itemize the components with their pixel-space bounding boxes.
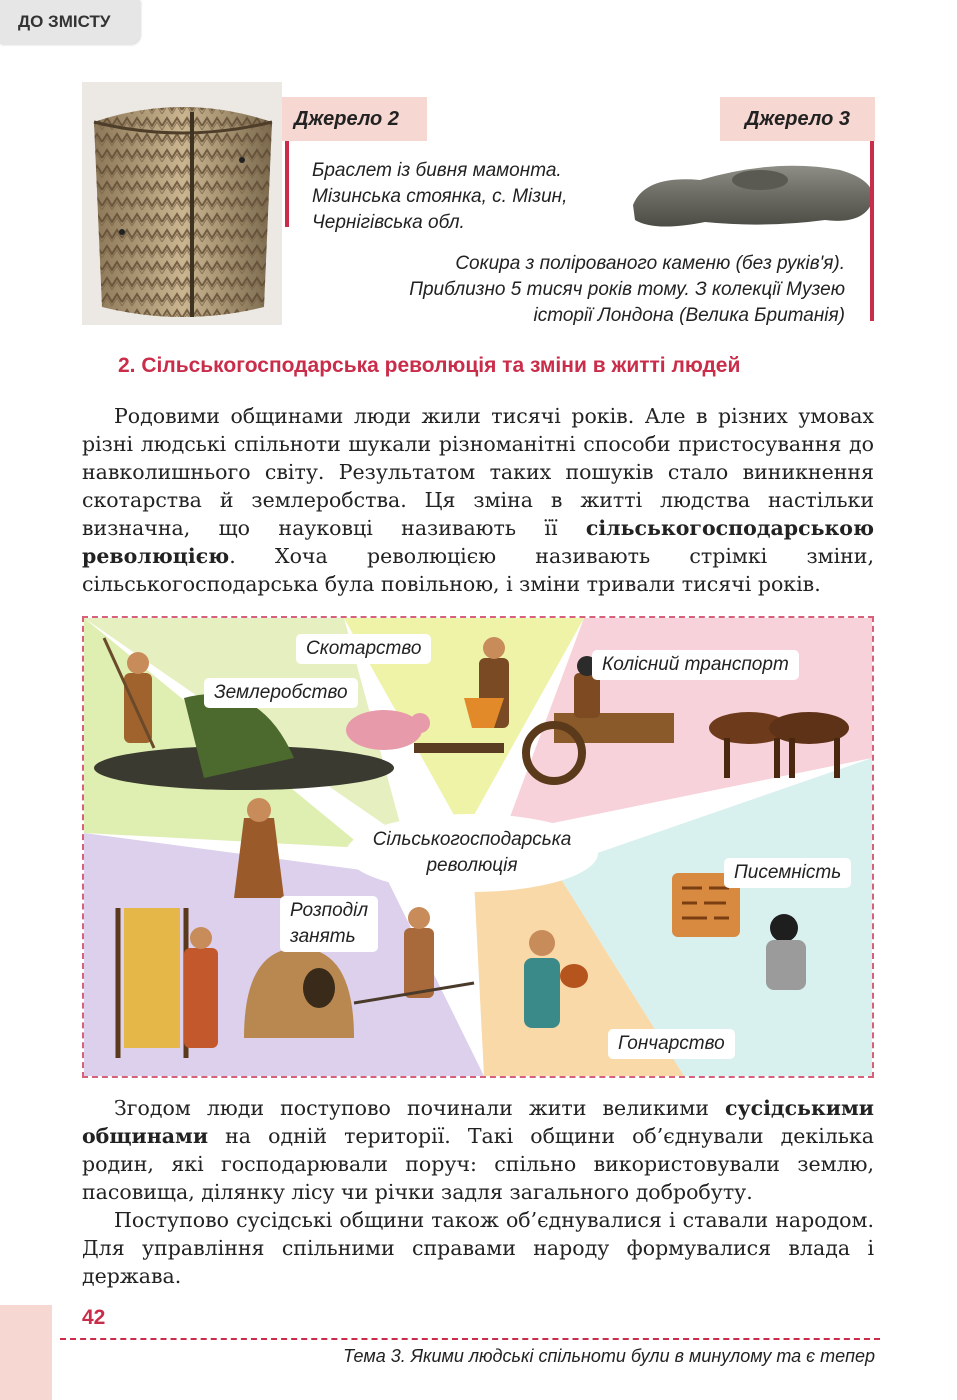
source-3-bar bbox=[870, 141, 874, 321]
loom bbox=[124, 908, 180, 1048]
potter-head bbox=[529, 930, 555, 956]
page-corner-tab bbox=[0, 1305, 52, 1400]
stone-axe-image bbox=[625, 150, 875, 240]
baker bbox=[404, 928, 434, 998]
farmer-head bbox=[127, 652, 149, 674]
source-3-label: Джерело 3 bbox=[720, 97, 875, 141]
source-3-caption: Сокира з полірованого каменю (без руків'я). Приблизно 5 тисяч років тому. З колекції Музею історії Лондона (Велика Британія) bbox=[409, 253, 845, 326]
toc-link[interactable]: ДО ЗМІСТУ bbox=[0, 0, 140, 44]
paragraph-3: Поступово сусідські общини також об’єднувалися і ставали народом. Для управління спільними справами народу формувалися влада і держава. bbox=[82, 1208, 874, 1288]
label-herding: Скотарство bbox=[296, 634, 431, 664]
footer-topic: Тема 3. Якими людські спільноти були в минулому та є тепер bbox=[343, 1346, 875, 1366]
section-title: 2. Сільськогосподарська революція та зміни в житті людей bbox=[118, 354, 741, 377]
agricultural-revolution-diagram bbox=[82, 616, 874, 1078]
herder-head bbox=[483, 637, 505, 659]
source-2-label: Джерело 2 bbox=[282, 97, 427, 141]
pig bbox=[346, 710, 422, 750]
diagram-center-label: Сільськогосподарська революція bbox=[346, 814, 598, 892]
paragraph-1: Родовими общинами люди жили тисячі років. Але в різних умовах різні людські спільноти шукали різноманітні способи пристосування до навколишнього світу. Результатом таких пошуків стало виникнення скотарства й землеробства. Ця зміна в житті людства настільки визначна, що науковці називають її сільськогосподарською революцією. Хоча революцією називають стрімкі зміни, сільськогосподарська була повільною, і зміни тривали тисячі років. bbox=[82, 404, 874, 596]
source-2-caption: Браслет із бивня мамонта. Мізинська стоянка, с. Мізин, Чернігівська обл. bbox=[312, 160, 568, 233]
potter-body bbox=[524, 958, 560, 1028]
label-transport: Колісний транспорт bbox=[592, 650, 799, 680]
trough bbox=[414, 743, 504, 753]
scribe-head bbox=[770, 914, 798, 942]
paragraph-2: Згодом люди поступово починали жити великими сусідськими общинами на одній території. Такі общини об’єднували декілька родин, які господарювали поруч: спільно використовували землю, пасовища, ділянку лісу чи річки задля загального добробуту. bbox=[82, 1096, 874, 1204]
label-writing: Писемність bbox=[724, 858, 851, 888]
bracelet-image bbox=[82, 82, 282, 325]
weaver bbox=[184, 948, 218, 1048]
pot bbox=[560, 964, 588, 988]
scribe-body bbox=[766, 940, 806, 990]
term-agricultural-revolution: сільськогосподарською революцією bbox=[82, 516, 874, 568]
term-neighbor-communities: сусідськими общинами bbox=[82, 1096, 874, 1148]
footer-divider bbox=[60, 1338, 880, 1340]
label-farming: Землеробство bbox=[204, 678, 358, 708]
label-division-of-labor: Розподіл занять bbox=[280, 896, 378, 952]
page-number: 42 bbox=[82, 1306, 106, 1329]
source-2-bar bbox=[285, 141, 289, 227]
label-pottery: Гончарство bbox=[608, 1029, 735, 1059]
